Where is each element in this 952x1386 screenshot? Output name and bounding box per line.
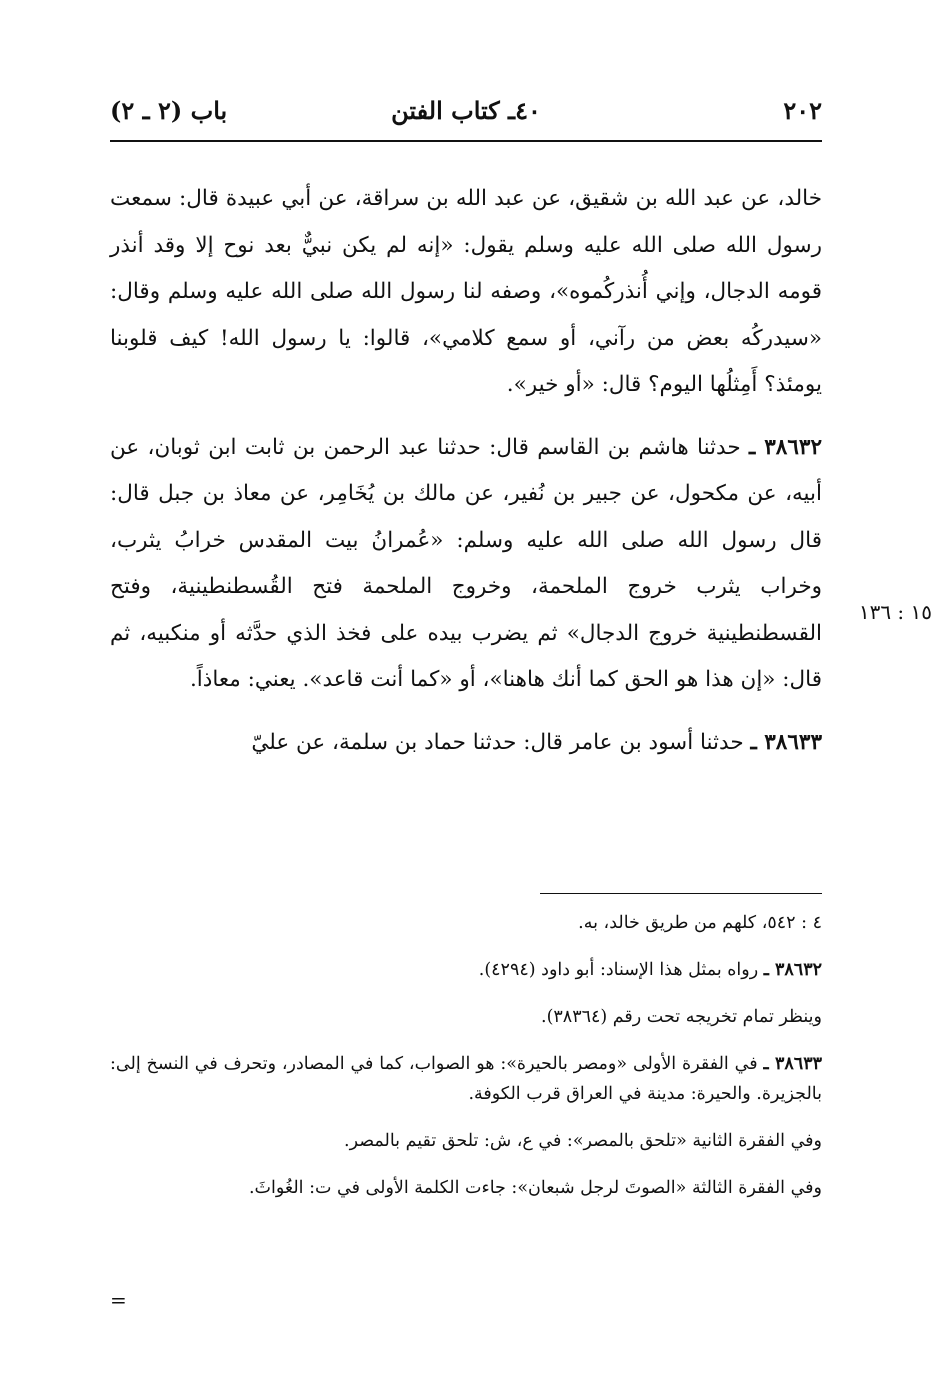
- hadith-number: ٣٨٦٣٢ ـ: [748, 434, 822, 460]
- footnote-rule: [540, 893, 822, 894]
- hadith-text: حدثنا هاشم بن القاسم قال: حدثنا عبد الرحمن بن ثابت ابن ثوبان، عن أبيه، عن مكحول، عن جبير بن نُفير، عن مالك بن يُخَامِر، عن معاذ بن جبل قال: قال رسول الله صلى الله عليه وسلم: «عُمرانُ بيت المقدس خرابُ يثرب، وخراب يثرب خروج الملحمة، وخروج الملحمة فتح القُسطنطينية، وفتح القسطنطينية خروج الدجال» ثم يضرب بيده على فخذ الذي حدَّثه أو منكبيه، ثم قال: «إن هذا هو الحق كما أنك هاهنا»، أو «كما أنت قاعد». يعني: معاذاً.: [110, 434, 822, 692]
- main-text: [110, 176, 822, 766]
- footnote: وفي الفقرة الثانية «تلحق بالمصر»: في ع، ش: تلحق تقيم بالمصر.: [344, 1131, 822, 1151]
- footnote-text: في الفقرة الأولى «ومصر بالحيرة»: هو الصواب، كما في المصادر، وتحرف في النسخ إلى: بالجزيرة. والحيرة: مدينة في العراق قرب الكوفة.: [110, 1054, 822, 1104]
- footnote: [110, 1049, 822, 1109]
- margin-reference: ١٥ : ١٣٦: [858, 600, 932, 624]
- page-header: [110, 96, 822, 136]
- header-rule: [110, 140, 822, 142]
- footnote: ٤ : ٥٤٢، كلهم من طريق خالد، به.: [578, 913, 822, 933]
- hadith-text: حدثنا أسود بن عامر قال: حدثنا حماد بن سلمة، عن عليّ: [251, 729, 744, 755]
- page-number: ٢٠٢: [783, 96, 822, 125]
- footnote: وفي الفقرة الثالثة «الصوتَ لرجل شبعان»: جاءت الكلمة الأولى في ت: الغُواثَ.: [248, 1178, 822, 1198]
- hadith-38632: [110, 425, 822, 704]
- footnote-number: ٣٨٦٣٣ ـ: [763, 1054, 822, 1074]
- footnote: وينظر تمام تخريجه تحت رقم (٣٨٣٦٤).: [541, 1007, 822, 1027]
- paragraph-continuation: خالد، عن عبد الله بن شقيق، عن عبد الله بن سراقة، عن أبي عبيدة قال: سمعت رسول الله صلى الله عليه وسلم يقول: «إنه لم يكن نبيٌّ بعد نوح إلا وقد أنذر قومه الدجال، وإني أُنذركُموه»، وصفه لنا رسول الله صلى الله عليه وسلم وقال: «سيدركُه بعض من رآني، أو سمع كلامي»، قالوا: يا رسول الله! كيف قلوبنا يومئذ؟ أَمِثلُها اليوم؟ قال: «أو خير».: [110, 186, 822, 397]
- footnote-number: ٣٨٦٣٢ ـ: [763, 960, 822, 980]
- book-title: ٤٠ـ كتاب الفتن: [391, 96, 541, 125]
- footnotes: [110, 908, 822, 1220]
- hadith-38633: [110, 720, 822, 767]
- continuation-mark: =: [110, 1288, 127, 1312]
- footnote: [110, 955, 822, 985]
- hadith-number: ٣٨٦٣٣ ـ: [750, 729, 822, 755]
- footnote-text: رواه بمثل هذا الإسناد: أبو داود (٤٢٩٤).: [478, 960, 759, 980]
- chapter-label: باب (٢ ـ ٢): [110, 96, 228, 125]
